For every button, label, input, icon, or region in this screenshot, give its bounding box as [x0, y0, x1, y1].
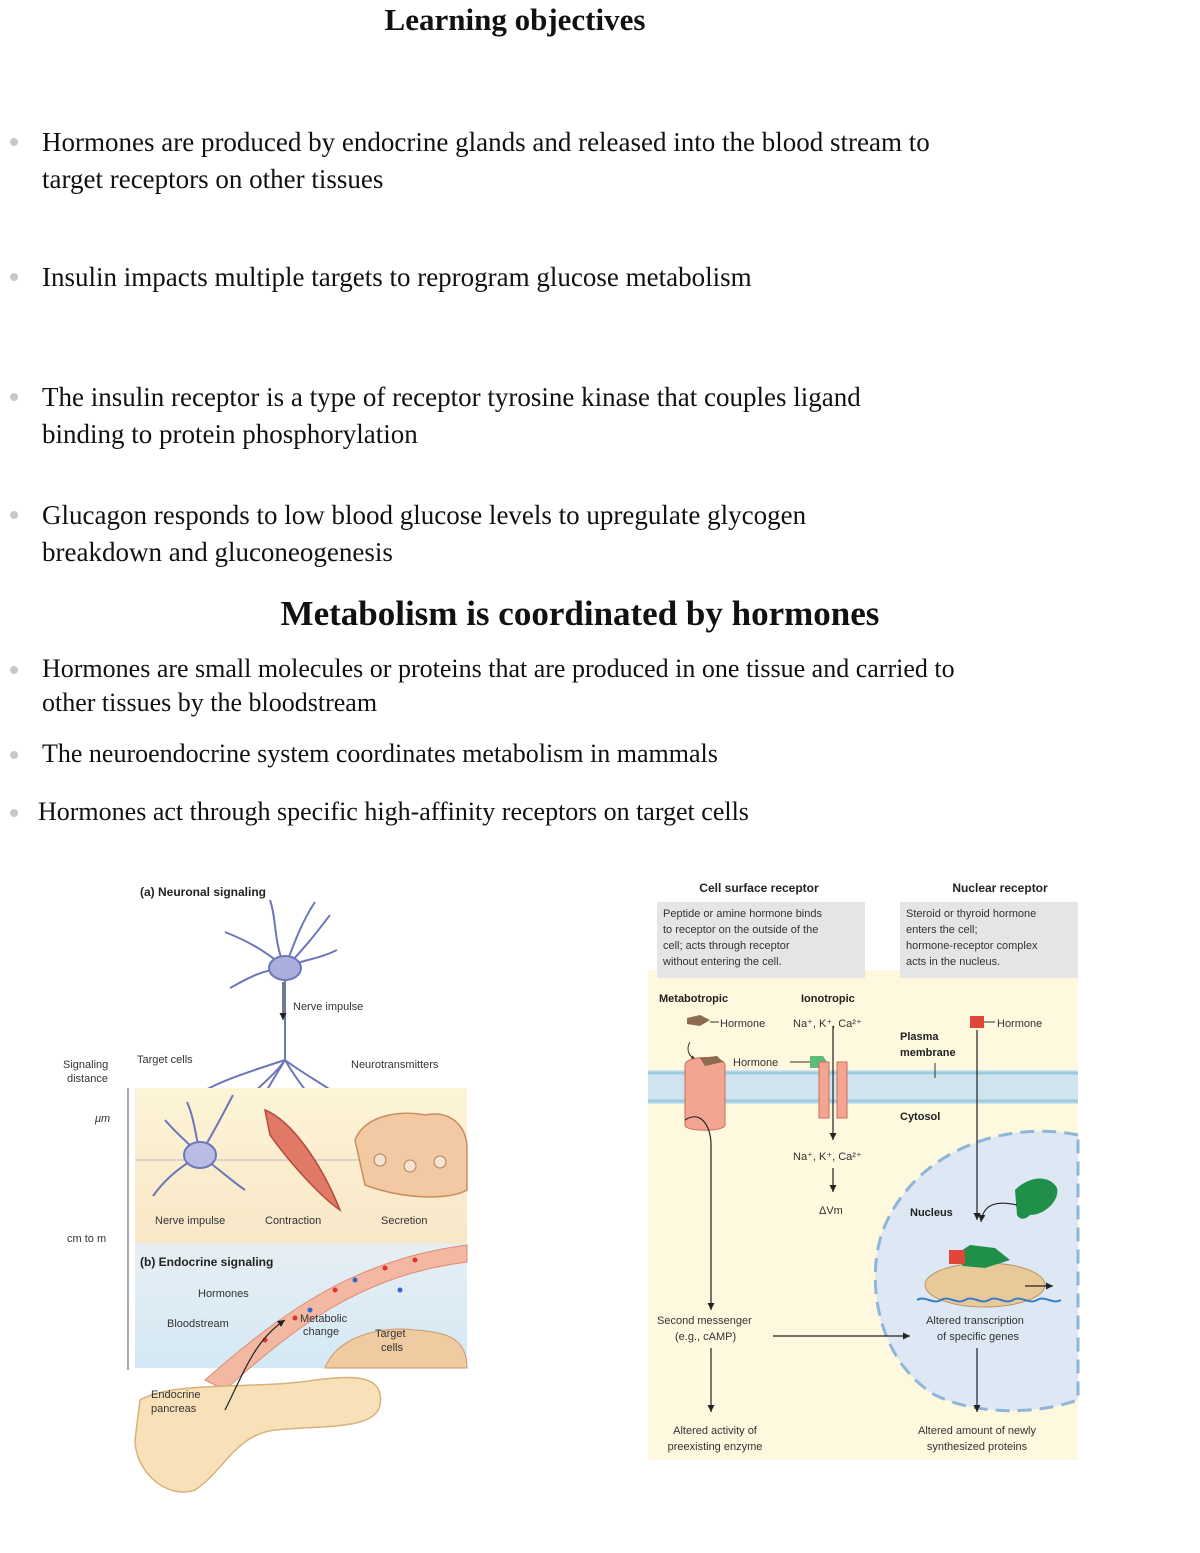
panel-a-label: (a) Neuronal signaling	[140, 885, 267, 899]
hormones-label: Hormones	[198, 1288, 249, 1300]
objective-line: target receptors on other tissues	[42, 164, 384, 194]
um-label: μm	[95, 1113, 111, 1125]
objective-item-4	[42, 497, 806, 571]
contraction-label: Contraction	[265, 1215, 322, 1227]
steroid-hormone-icon	[970, 1016, 984, 1028]
bullet-icon	[10, 809, 18, 817]
pancreas-label: pancreas	[151, 1403, 197, 1415]
membrane-label: membrane	[900, 1047, 956, 1059]
section-item-3	[38, 795, 749, 829]
objective-line: Glucagon responds to low blood glucose levels to upregulate glycogen	[42, 500, 807, 530]
metabotropic-label: Metabotropic	[659, 993, 729, 1005]
objective-line: binding to protein phosphorylation	[42, 419, 418, 449]
objective-line: breakdown and gluconeogenesis	[42, 537, 393, 567]
ion-channel-left	[819, 1062, 829, 1118]
objective-line: Hormones are produced by endocrine glands and released into the blood stream to	[42, 127, 930, 157]
target-cells-label: Target cells	[137, 1054, 193, 1066]
ions-label-b: Na⁺, K⁺, Ca²⁺	[793, 1151, 862, 1163]
neurotransmitters-label: Neurotransmitters	[351, 1059, 439, 1071]
nuclear-desc-line: enters the cell;	[906, 924, 978, 936]
section-line: other tissues by the bloodstream	[42, 688, 378, 717]
second-messenger-example: (e.g., cAMP)	[675, 1331, 737, 1343]
proteins-label-2: synthesized proteins	[926, 1441, 1028, 1453]
bullet-icon	[10, 511, 18, 519]
section-item-1	[42, 652, 955, 720]
hormone-label-c: Hormone	[997, 1018, 1043, 1030]
proteins-label-1: Altered amount of newly	[917, 1425, 1037, 1437]
cell-surface-desc-line: Peptide or amine hormone binds	[663, 908, 822, 920]
metabotropic-receptor-icon	[685, 1058, 725, 1131]
cell-surface-desc-line: to receptor on the outside of the	[663, 924, 819, 936]
ionotropic-label: Ionotropic	[801, 993, 855, 1005]
cell-surface-receptor-title: Cell surface receptor	[699, 881, 819, 895]
section-item-2	[42, 737, 718, 771]
cytosol-label: Cytosol	[900, 1111, 941, 1123]
secretory-cells-icon	[355, 1113, 467, 1197]
secretion-label: Secretion	[381, 1215, 428, 1227]
hormone-label-a: Hormone	[720, 1018, 766, 1030]
objective-item-3	[42, 379, 861, 453]
objective-line: Insulin impacts multiple targets to reprogram glucose metabolism	[42, 262, 752, 292]
distance-label: distance	[67, 1073, 108, 1085]
section-line: Hormones act through specific high-affinity receptors on target cells	[38, 797, 749, 826]
nerve-impulse-top-label: Nerve impulse	[293, 1001, 364, 1013]
bullet-icon	[10, 138, 18, 146]
neuroendocrine-signaling-figure	[55, 870, 475, 1500]
signaling-label: Signaling	[63, 1059, 109, 1071]
objective-line: The insulin receptor is a type of receptor tyrosine kinase that couples ligand	[42, 382, 861, 412]
cells-label: cells	[381, 1342, 404, 1354]
nucleus-label: Nucleus	[910, 1207, 953, 1219]
change-label: change	[303, 1326, 340, 1338]
ion-channel-right	[837, 1062, 847, 1118]
cell-surface-desc-line: cell; acts through receptor	[663, 940, 790, 952]
nuclear-desc-line: hormone-receptor complex	[906, 940, 1038, 952]
cm-to-m-label: cm to m	[67, 1233, 107, 1245]
enzyme-label-1: Altered activity of	[673, 1425, 757, 1437]
section-line: The neuroendocrine system coordinates metabolism in mammals	[42, 739, 718, 768]
metabolic-label: Metabolic	[300, 1313, 348, 1325]
objective-item-1	[42, 124, 930, 198]
plasma-label: Plasma	[900, 1031, 939, 1043]
nuclear-desc-line: acts in the nucleus.	[906, 956, 1001, 968]
panel-b-label: (b) Endocrine signaling	[140, 1255, 274, 1269]
bullet-icon	[10, 393, 18, 401]
ions-label-a: Na⁺, K⁺, Ca²⁺	[793, 1018, 862, 1030]
bullet-icon	[10, 273, 18, 281]
cell-surface-desc-line: without entering the cell.	[663, 956, 782, 968]
neuron-body-icon	[269, 956, 301, 980]
transcription-label-1: Altered transcription	[926, 1315, 1024, 1327]
delta-v-label: ΔVm	[819, 1205, 843, 1217]
section-line: Hormones are small molecules or proteins that are produced in one tissue and carried to	[42, 654, 955, 683]
bloodstream-label: Bloodstream	[167, 1318, 229, 1330]
nerve-impulse-label: Nerve impulse	[155, 1215, 226, 1227]
section-title: Metabolism is coordinated by hormones	[280, 594, 880, 633]
nuclear-desc-line: Steroid or thyroid hormone	[906, 908, 1037, 920]
receptor-types-figure	[645, 870, 1085, 1470]
bullet-icon	[10, 666, 18, 674]
learning-objectives-title: Learning objectives	[384, 2, 646, 37]
target-label: Target	[375, 1328, 406, 1340]
enzyme-label-2: preexisting enzyme	[667, 1441, 763, 1453]
hormone-label-b: Hormone	[733, 1057, 779, 1069]
objective-item-2	[42, 259, 752, 296]
transcription-label-2: of specific genes	[937, 1331, 1019, 1343]
second-messenger-label: Second messenger	[657, 1315, 752, 1327]
endocrine-label: Endocrine	[151, 1389, 201, 1401]
bullet-icon	[10, 751, 18, 759]
nuclear-receptor-title: Nuclear receptor	[952, 881, 1048, 895]
